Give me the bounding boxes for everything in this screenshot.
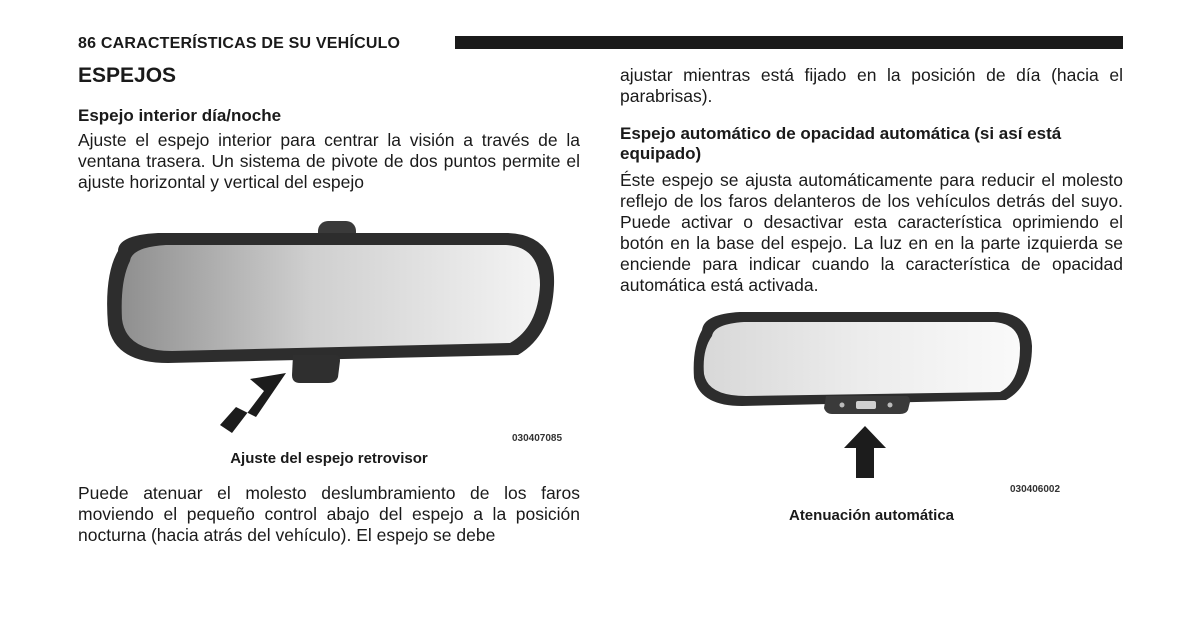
left-subtitle: Espejo interior día/noche (78, 106, 282, 125)
header-rule (455, 36, 1123, 49)
arrow-up-icon (844, 426, 886, 478)
left-figure-caption: Ajuste del espejo retrovisor (230, 450, 428, 467)
right-paragraph-1: ajustar mientras está fijado en la posición de día (hacia el parabrisas). (620, 65, 1123, 106)
left-figure-code: 030407085 (512, 433, 563, 444)
page-header: 86 CARACTERÍSTICAS DE SU VEHÍCULO (78, 35, 401, 52)
right-paragraph-2: Éste espejo se ajusta automáticamente para reducir el molesto reflejo de los faros delanteros de los vehículos detrás del suyo. Puede activar o desactivar esta característica oprimiendo el botón en la base del espejo. La luz en en la parte izquierda se enciende para indicar cuando la característica de opacidad automática está activada. (620, 170, 1123, 295)
left-paragraph-2: Puede atenuar el molesto deslumbramiento de los faros moviendo el pequeño control abajo del espejo a la posición nocturna (hacia atrás del vehículo). El espejo se debe (78, 483, 580, 545)
auto-dim-mirror-illustration (680, 302, 1070, 498)
arrow-icon (220, 373, 286, 433)
right-figure-caption: Atenuación automática (788, 507, 955, 524)
right-subtitle: Espejo automático de opacidad automática (si así está equipado) (620, 124, 1062, 163)
rearview-mirror-illustration (78, 215, 580, 455)
right-figure-code: 030406002 (1010, 484, 1061, 495)
left-paragraph-1: Ajuste el espejo interior para centrar la visión a través de la ventana trasera. Un sistema de pivote de dos puntos permite el ajuste horizontal y vertical del espejo (78, 130, 580, 192)
section-title: ESPEJOS (78, 64, 177, 87)
